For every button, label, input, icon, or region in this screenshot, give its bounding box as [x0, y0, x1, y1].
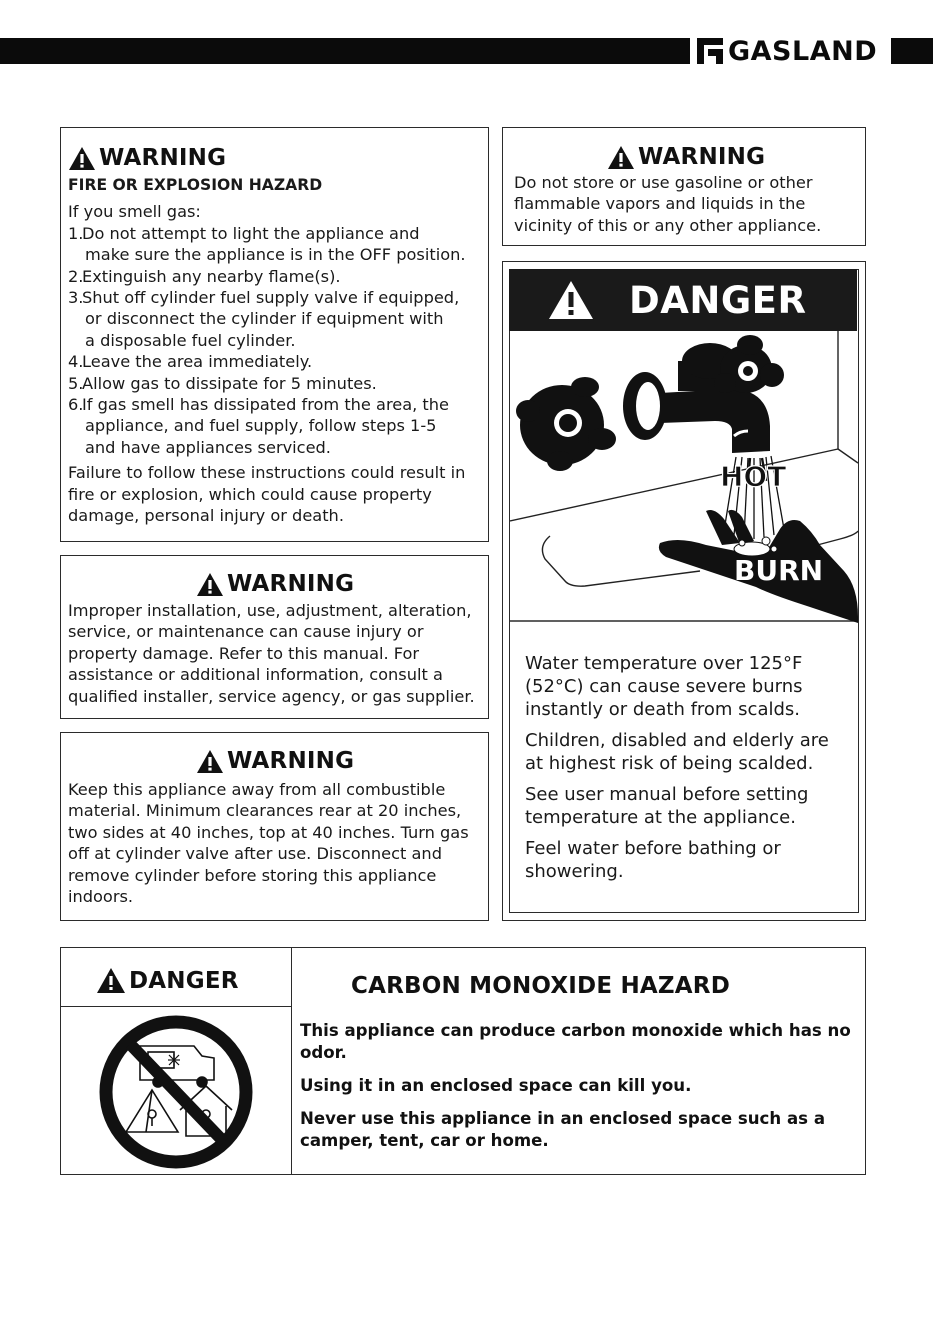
warning-install-heading: WARNING [196, 571, 354, 597]
text-line: property damage. Refer to this manual. For [68, 643, 420, 663]
warning-fire-box [60, 127, 489, 542]
text-line: service, or maintenance can cause injury or [68, 622, 424, 642]
step-item [68, 223, 466, 266]
warning-clearance-text [68, 779, 469, 907]
paragraph-line: Using it in an enclosed space can kill you. [300, 1076, 692, 1095]
footer-line: fire or explosion, which could cause property [68, 484, 432, 504]
brand-name: GASLAND [728, 35, 878, 67]
step-line: appliance, and fuel supply, follow steps 1-5 [85, 416, 437, 436]
step-number: 3. [68, 288, 84, 308]
step-line: Extinguish any nearby flame(s). [82, 266, 341, 286]
warning-gasoline-heading: WARNING [607, 144, 765, 170]
step-text [82, 266, 341, 287]
step-item [68, 394, 466, 458]
paragraph-line: Feel water before bathing or [525, 838, 781, 859]
step-number: 6. [68, 395, 84, 415]
warning-triangle-icon [607, 145, 635, 170]
step-text [82, 223, 466, 266]
step-line: or disconnect the cylinder if equipment with [85, 309, 444, 329]
danger-paragraph [525, 837, 829, 883]
warning-footer [68, 462, 466, 526]
hot-label: HOT [720, 460, 787, 493]
co-hazard-title: CARBON MONOXIDE HAZARD [351, 973, 730, 999]
text-line: indoors. [68, 887, 134, 907]
text-line: qualified installer, service agency, or gas supplier. [68, 686, 475, 706]
step-line: Shut off cylinder fuel supply valve if equipped, [82, 288, 460, 308]
no-enclosed-space-icon [98, 1014, 254, 1170]
step-item [68, 373, 466, 394]
paragraph-line: instantly or death from scalds. [525, 699, 801, 720]
step-line: a disposable fuel cylinder. [85, 330, 296, 350]
danger-paragraph [525, 729, 829, 775]
header-bar-end [891, 38, 933, 64]
co-hazard-text [300, 1020, 851, 1163]
text-line: Do not store or use gasoline or other [514, 173, 813, 192]
step-number: 4. [68, 352, 84, 372]
warning-triangle-icon [196, 749, 224, 774]
warning-clearance-heading: WARNING [196, 748, 354, 774]
danger-paragraph [525, 783, 829, 829]
footer-line: Failure to follow these instructions could result in [68, 463, 466, 483]
danger-hot-header: DANGER [509, 269, 857, 331]
step-item [68, 266, 466, 287]
co-paragraph [300, 1108, 851, 1152]
text-line: material. Minimum clearances rear at 20 inches, [68, 801, 462, 821]
co-divider-vertical [291, 947, 292, 1175]
step-number: 2. [68, 266, 84, 286]
text-line: vicinity of this or any other appliance. [514, 215, 822, 235]
step-item [68, 351, 466, 372]
step-line: Allow gas to dissipate for 5 minutes. [82, 373, 377, 393]
hot-water-scald-illustration [510, 331, 858, 623]
danger-paragraph [525, 652, 829, 721]
co-divider-horizontal [60, 1006, 292, 1007]
warning-install-box [60, 555, 489, 719]
warning-gasoline-text [514, 172, 821, 236]
paragraph-line: Children, disabled and elderly are [525, 730, 829, 751]
step-item [68, 287, 466, 351]
step-line: and have appliances serviced. [85, 437, 331, 457]
text-line: Improper installation, use, adjustment, alteration, [68, 601, 472, 620]
step-text [82, 287, 459, 351]
hazard-title: FIRE OR EXPLOSION HAZARD [68, 176, 323, 194]
header-bar [0, 38, 690, 64]
step-number: 5. [68, 373, 84, 393]
step-line: Leave the area immediately. [82, 352, 313, 372]
step-number: 1. [68, 223, 84, 243]
intro-text: If you smell gas: [68, 202, 201, 222]
step-line: make sure the appliance is in the OFF position. [85, 245, 466, 265]
paragraph-line: (52°C) can cause severe burns [525, 676, 803, 697]
burn-label: BURN [734, 554, 824, 587]
paragraph-line: See user manual before setting [525, 784, 809, 805]
step-line: Do not attempt to light the appliance and [82, 223, 420, 243]
text-line: off at cylinder valve after use. Disconnect and [68, 844, 442, 864]
text-line: remove cylinder before storing this appliance [68, 865, 437, 885]
paragraph-line: showering. [525, 861, 624, 882]
paragraph-line: This appliance can produce carbon monoxide which has no [300, 1021, 851, 1040]
steps-list [68, 223, 466, 458]
step-text [82, 394, 449, 458]
paragraph-line: Water temperature over 125°F [525, 653, 803, 674]
text-line: two sides at 40 inches, top at 40 inches. Turn gas [68, 822, 469, 842]
paragraph-line: at highest risk of being scalded. [525, 753, 814, 774]
brand [697, 33, 877, 69]
warning-gasoline-box [502, 127, 866, 246]
warning-install-text [68, 600, 475, 707]
paragraph-line: Never use this appliance in an enclosed space such as a [300, 1109, 826, 1128]
text-line: Keep this appliance away from all combustible [68, 780, 446, 799]
co-paragraph [300, 1020, 851, 1064]
co-paragraph [300, 1075, 851, 1097]
step-text [82, 351, 312, 372]
right-tap-handle [678, 335, 784, 393]
danger-hot-text [525, 652, 829, 891]
paragraph-line: camper, tent, car or home. [300, 1131, 549, 1150]
footer-line: damage, personal injury or death. [68, 506, 344, 526]
warning-clearance-box [60, 732, 489, 921]
gasland-logo-icon [697, 38, 723, 64]
paragraph-line: odor. [300, 1043, 347, 1062]
paragraph-line: temperature at the appliance. [525, 807, 796, 828]
danger-triangle-icon [547, 279, 595, 321]
danger-triangle-icon [96, 967, 126, 994]
text-line: assistance or additional information, consult a [68, 665, 443, 685]
step-text [82, 373, 377, 394]
danger-co-heading: DANGER [96, 967, 239, 994]
left-tap-handle [516, 377, 616, 471]
warning-triangle-icon [68, 146, 96, 171]
step-line: If gas smell has dissipated from the area, the [82, 395, 449, 415]
text-line: flammable vapors and liquids in the [514, 194, 806, 214]
warning-fire-heading: WARNING [68, 145, 466, 171]
warning-triangle-icon [196, 572, 224, 597]
